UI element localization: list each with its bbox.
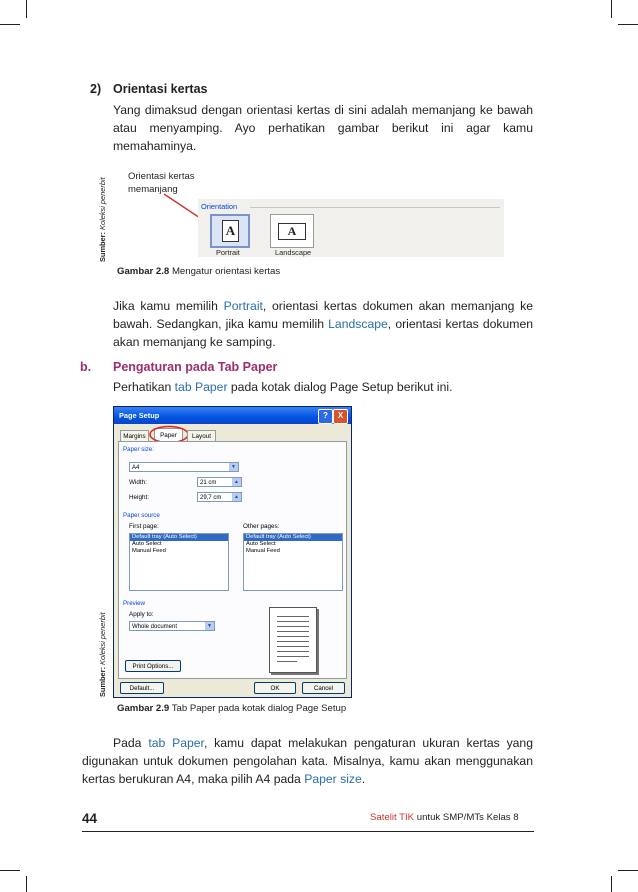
spinner-icon[interactable]: ▲ (232, 493, 241, 501)
crop-mark-br-h (618, 870, 638, 871)
chevron-down-icon: ▼ (205, 622, 214, 630)
section-b-letter: b. (80, 360, 92, 374)
figure-source-note: Sumber: Koleksi penerbit (98, 177, 107, 262)
crop-mark-tr-h (618, 24, 638, 25)
orientation-divider (250, 207, 500, 208)
portrait-label: Portrait (216, 248, 240, 257)
paper-source-group-label: Paper source (123, 512, 160, 519)
dialog-title: Page Setup (119, 411, 160, 420)
orientation-group-title: Orientation (201, 202, 238, 211)
section-b-heading: Pengaturan pada Tab Paper (113, 360, 278, 374)
footer-rule (82, 831, 534, 832)
first-page-label: First page: (129, 523, 159, 530)
paper-size-group-label: Paper size: (123, 446, 154, 453)
apply-to-label: Apply to: (129, 611, 154, 618)
tab-panel (118, 441, 347, 679)
first-page-list[interactable] (129, 533, 229, 591)
tab-layout[interactable]: Layout (187, 430, 216, 442)
apply-to-select[interactable]: Whole document ▼ (129, 621, 215, 631)
section-heading: Orientasi kertas (113, 82, 208, 96)
crop-mark-tr-v (611, 0, 612, 18)
list-item[interactable]: Manual Feed (246, 548, 280, 554)
orientation-panel (198, 199, 504, 257)
list-item[interactable]: Default tray (Auto Select) (130, 534, 228, 541)
chevron-down-icon: ▼ (229, 463, 238, 471)
width-label: Width: (129, 479, 147, 486)
section-number: 2) (90, 82, 102, 96)
list-item[interactable]: Auto Select (132, 541, 162, 547)
paper-paragraph: Pada tab Paper, kamu dapat melakukan pengaturan ukuran kertas yang digunakan untuk dokumen pengolahan kata. Misalnya, kamu akan menggunakan kertas berukuran A4, maka pilih A4 pada Paper size. (82, 736, 533, 786)
landscape-button[interactable] (270, 214, 314, 248)
crop-mark-tl-v (26, 0, 27, 18)
figure-28-caption: Gambar 2.8 Mengatur orientasi kertas (117, 266, 281, 277)
portrait-icon: A (222, 220, 239, 242)
figure-29-caption: Gambar 2.9 Tab Paper pada kotak dialog Page Setup (117, 703, 347, 714)
figure-29-source-note: Sumber: Koleksi penerbit (98, 612, 107, 697)
section-paragraph: Yang dimaksud dengan orientasi kertas di sini adalah memanjang ke bawah atau menyamping. Ayo perhatikan gambar berikut ini agar kamu memahaminya. (113, 103, 533, 153)
callout-portrait: Orientasi kertas memanjang (128, 171, 195, 195)
preview-group-label: Preview (123, 600, 146, 607)
tab-paper[interactable]: Paper (154, 428, 183, 442)
spinner-icon[interactable]: ▲ (232, 478, 241, 486)
paper-size-select[interactable]: A4 ▼ (129, 462, 239, 472)
crop-mark-tl-h (0, 24, 20, 25)
orientation-paragraph: Jika kamu memilih Portrait, orientasi kertas dokumen akan memanjang ke bawah. Sedangkan, jika kamu memilih Landscape, orientasi kertas dokumen akan memanjang ke samping. (113, 299, 534, 349)
print-options-button[interactable]: Print Options... (125, 660, 181, 672)
help-button[interactable]: ? (318, 409, 333, 424)
page-number: 44 (82, 811, 98, 826)
crop-mark-bl-v (26, 876, 27, 892)
section-b-intro: Perhatikan tab Paper pada kotak dialog Page Setup berikut ini. (113, 380, 453, 394)
other-pages-list[interactable] (243, 533, 343, 591)
landscape-label: Landscape (275, 248, 312, 257)
dialog-titlebar (114, 407, 351, 424)
other-pages-label: Other pages: (243, 523, 280, 530)
close-button[interactable]: X (333, 409, 348, 424)
portrait-button[interactable] (210, 214, 250, 248)
height-label: Height: (129, 494, 149, 501)
page-setup-dialog (113, 406, 352, 698)
cancel-button[interactable]: Cancel (302, 682, 345, 694)
default-button[interactable]: Default... (120, 682, 164, 694)
height-field[interactable]: 29,7 cm ▲ (197, 492, 242, 502)
width-field[interactable]: 21 cm ▲ (197, 477, 242, 487)
crop-mark-bl-h (0, 870, 20, 871)
tab-margins[interactable]: Margins (120, 430, 149, 442)
crop-mark-br-v (611, 876, 612, 892)
book-title: Satelit TIK untuk SMP/MTs Kelas 8 (370, 812, 519, 823)
list-item[interactable]: Manual Feed (132, 548, 166, 554)
list-item[interactable]: Default tray (Auto Select) (244, 534, 342, 541)
landscape-icon: A (278, 223, 306, 240)
ok-button[interactable]: OK (254, 682, 296, 694)
list-item[interactable]: Auto Select (246, 541, 276, 547)
page-preview (269, 607, 317, 673)
